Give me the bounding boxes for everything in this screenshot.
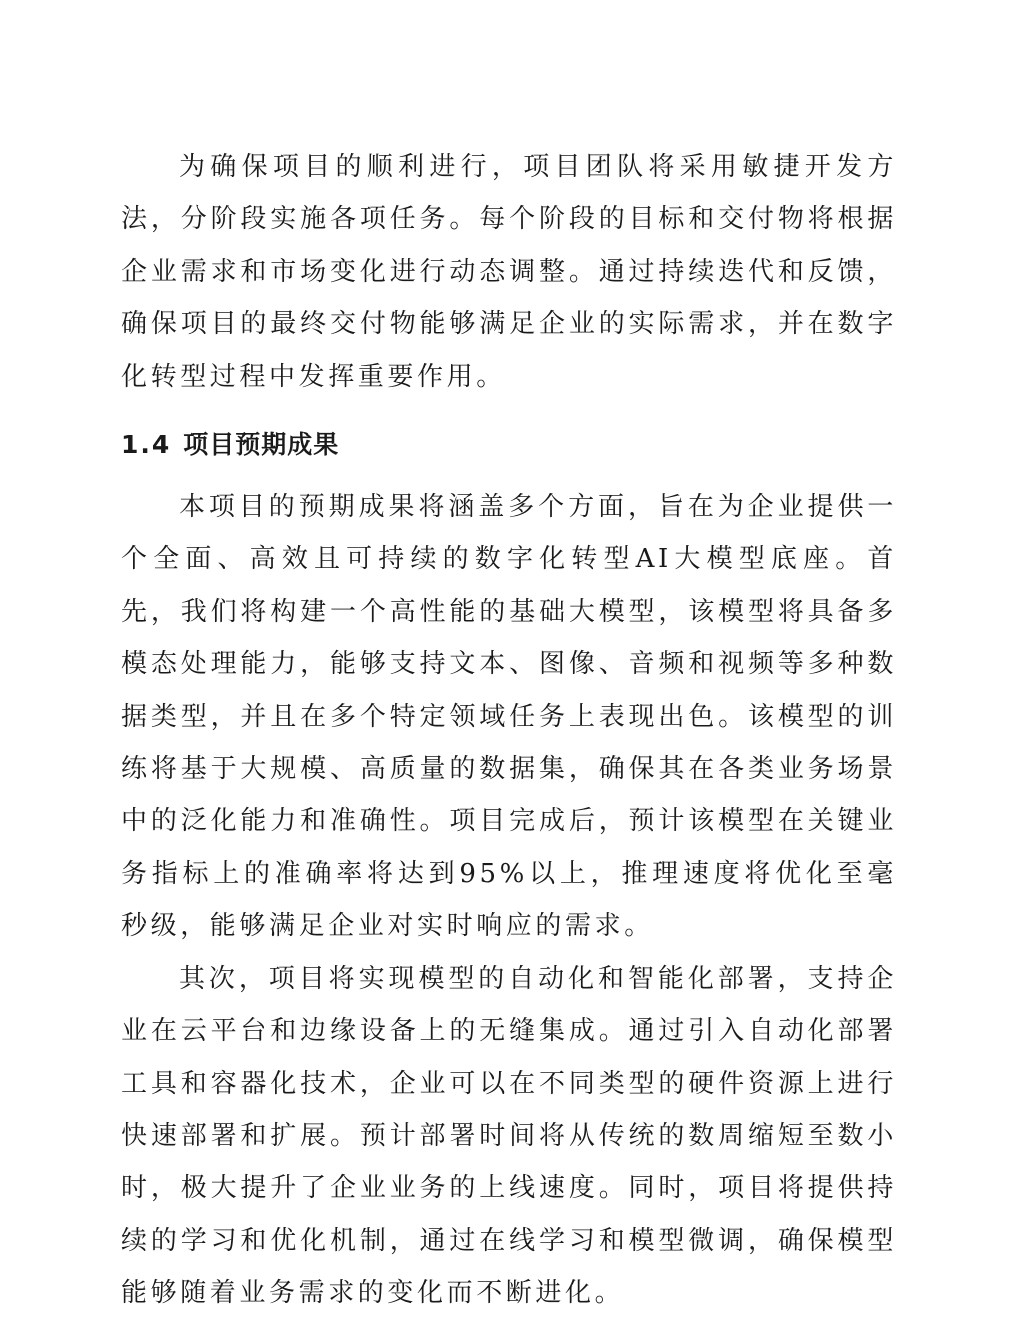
- section-title: 项目预期成果: [183, 430, 340, 460]
- intro-paragraph: 为确保项目的顺利进行，项目团队将采用敏捷开发方法，分阶段实施各项任务。每个阶段的目标和交付物将根据企业需求和市场变化进行动态调整。通过持续迭代和反馈，确保项目的最终交付物能够满足企业的实际需求，并在数字化转型过程中发挥重要作用。: [121, 152, 897, 392]
- body-paragraph-1: 本项目的预期成果将涵盖多个方面，旨在为企业提供一个全面、高效且可持续的数字化转型AI大模型底座。首先，我们将构建一个高性能的基础大模型，该模型将具备多模态处理能力，能够支持文本、图像、音频和视频等多种数据类型，并且在多个特定领域任务上表现出色。该模型的训练将基于大规模、高质量的数据集，确保其在各类业务场景中的泛化能力和准确性。项目完成后，预计该模型在关键业务指标上的准确率将达到95%以上，推理速度将优化至毫秒级，能够满足企业对实时响应的需求。: [121, 492, 897, 942]
- section-number: 1.4: [121, 430, 172, 460]
- body-paragraph-2: 其次，项目将实现模型的自动化和智能化部署，支持企业在云平台和边缘设备上的无缝集成。通过引入自动化部署工具和容器化技术，企业可以在不同类型的硬件资源上进行快速部署和扩展。预计部署时间将从传统的数周缩短至数小时，极大提升了企业业务的上线速度。同时，项目将提供持续的学习和优化机制，通过在线学习和模型微调，确保模型能够随着业务需求的变化而不断进化。: [121, 963, 897, 1309]
- section-heading: [121, 419, 897, 471]
- document-body: [121, 141, 897, 1320]
